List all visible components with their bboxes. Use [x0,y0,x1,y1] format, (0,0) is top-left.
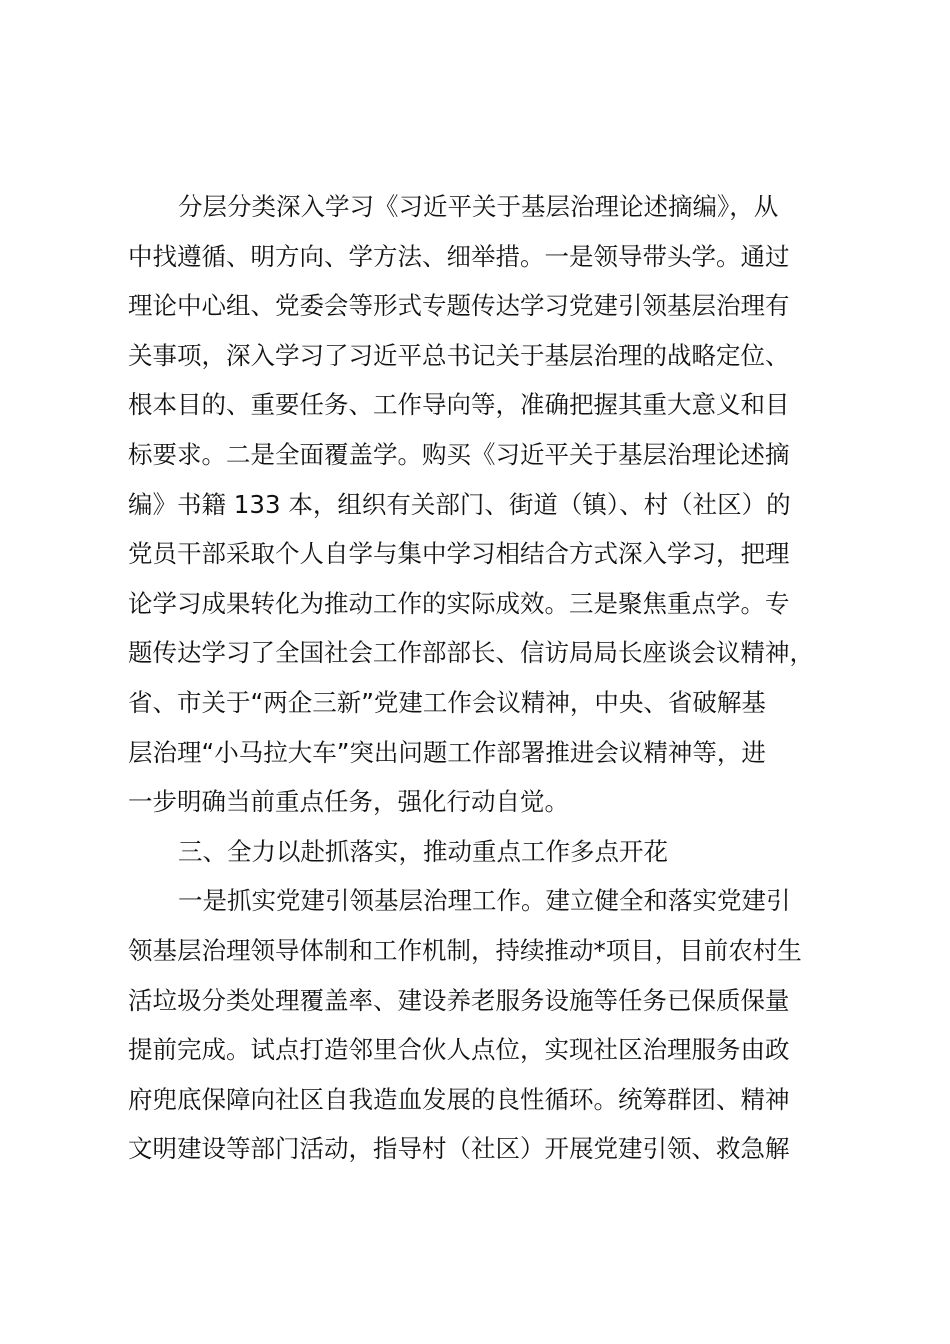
paragraph-line: 论学习成果转化为推动工作的实际成效。三是聚焦重点学。专 [128,588,790,618]
paragraph-line: 题传达学习了全国社会工作部部长、信访局局长座谈会议精神， [128,638,814,668]
paragraph-line: 根本目的、重要任务、工作导向等，准确把握其重大意义和目 [128,390,790,420]
paragraph-line: 一步明确当前重点任务，强化行动自觉。 [128,787,569,817]
paragraph-line: 省、市关于“两企三新”党建工作会议精神，中央、省破解基 [128,687,766,717]
paragraph-line: 理论中心组、党委会等形式专题传达学习党建引领基层治理有 [128,291,790,321]
paragraph-line: 中找遵循、明方向、学方法、细举措。一是领导带头学。通过 [128,241,790,271]
paragraph-line: 一是抓实党建引领基层治理工作。建立健全和落实党建引 [178,886,791,916]
document-body [128,182,838,1174]
paragraph-line: 标要求。二是全面覆盖学。购买《习近平关于基层治理论述摘 [128,439,790,469]
paragraph-line: 编》书籍 133 本，组织有关部门、街道（镇）、村（社区）的 [128,489,791,519]
paragraph-line: 关事项，深入学习了习近平总书记关于基层治理的战略定位、 [128,340,790,370]
paragraph-line: 活垃圾分类处理覆盖率、建设养老服务设施等任务已保质保量 [128,985,790,1015]
paragraph-line: 府兜底保障向社区自我造血发展的良性循环。统筹群团、精神 [128,1084,790,1114]
paragraph-line: 领基层治理领导体制和工作机制，持续推动*项目，目前农村生 [128,935,802,965]
paragraph-study [128,182,838,827]
paragraph-line: 提前完成。试点打造邻里合伙人点位，实现社区治理服务由政 [128,1035,790,1065]
paragraph-line: 党员干部采取个人自学与集中学习相结合方式深入学习，把理 [128,539,790,569]
paragraph-line: 分层分类深入学习《习近平关于基层治理论述摘编》，从 [178,192,779,221]
paragraph-line: 层治理“小马拉大车”突出问题工作部署推进会议精神等，进 [128,737,766,767]
section-heading: 三、全力以赴抓落实，推动重点工作多点开花 [178,836,668,866]
paragraph-implementation [128,876,838,1174]
paragraph-line: 文明建设等部门活动，指导村（社区）开展党建引领、救急解 [128,1134,790,1164]
